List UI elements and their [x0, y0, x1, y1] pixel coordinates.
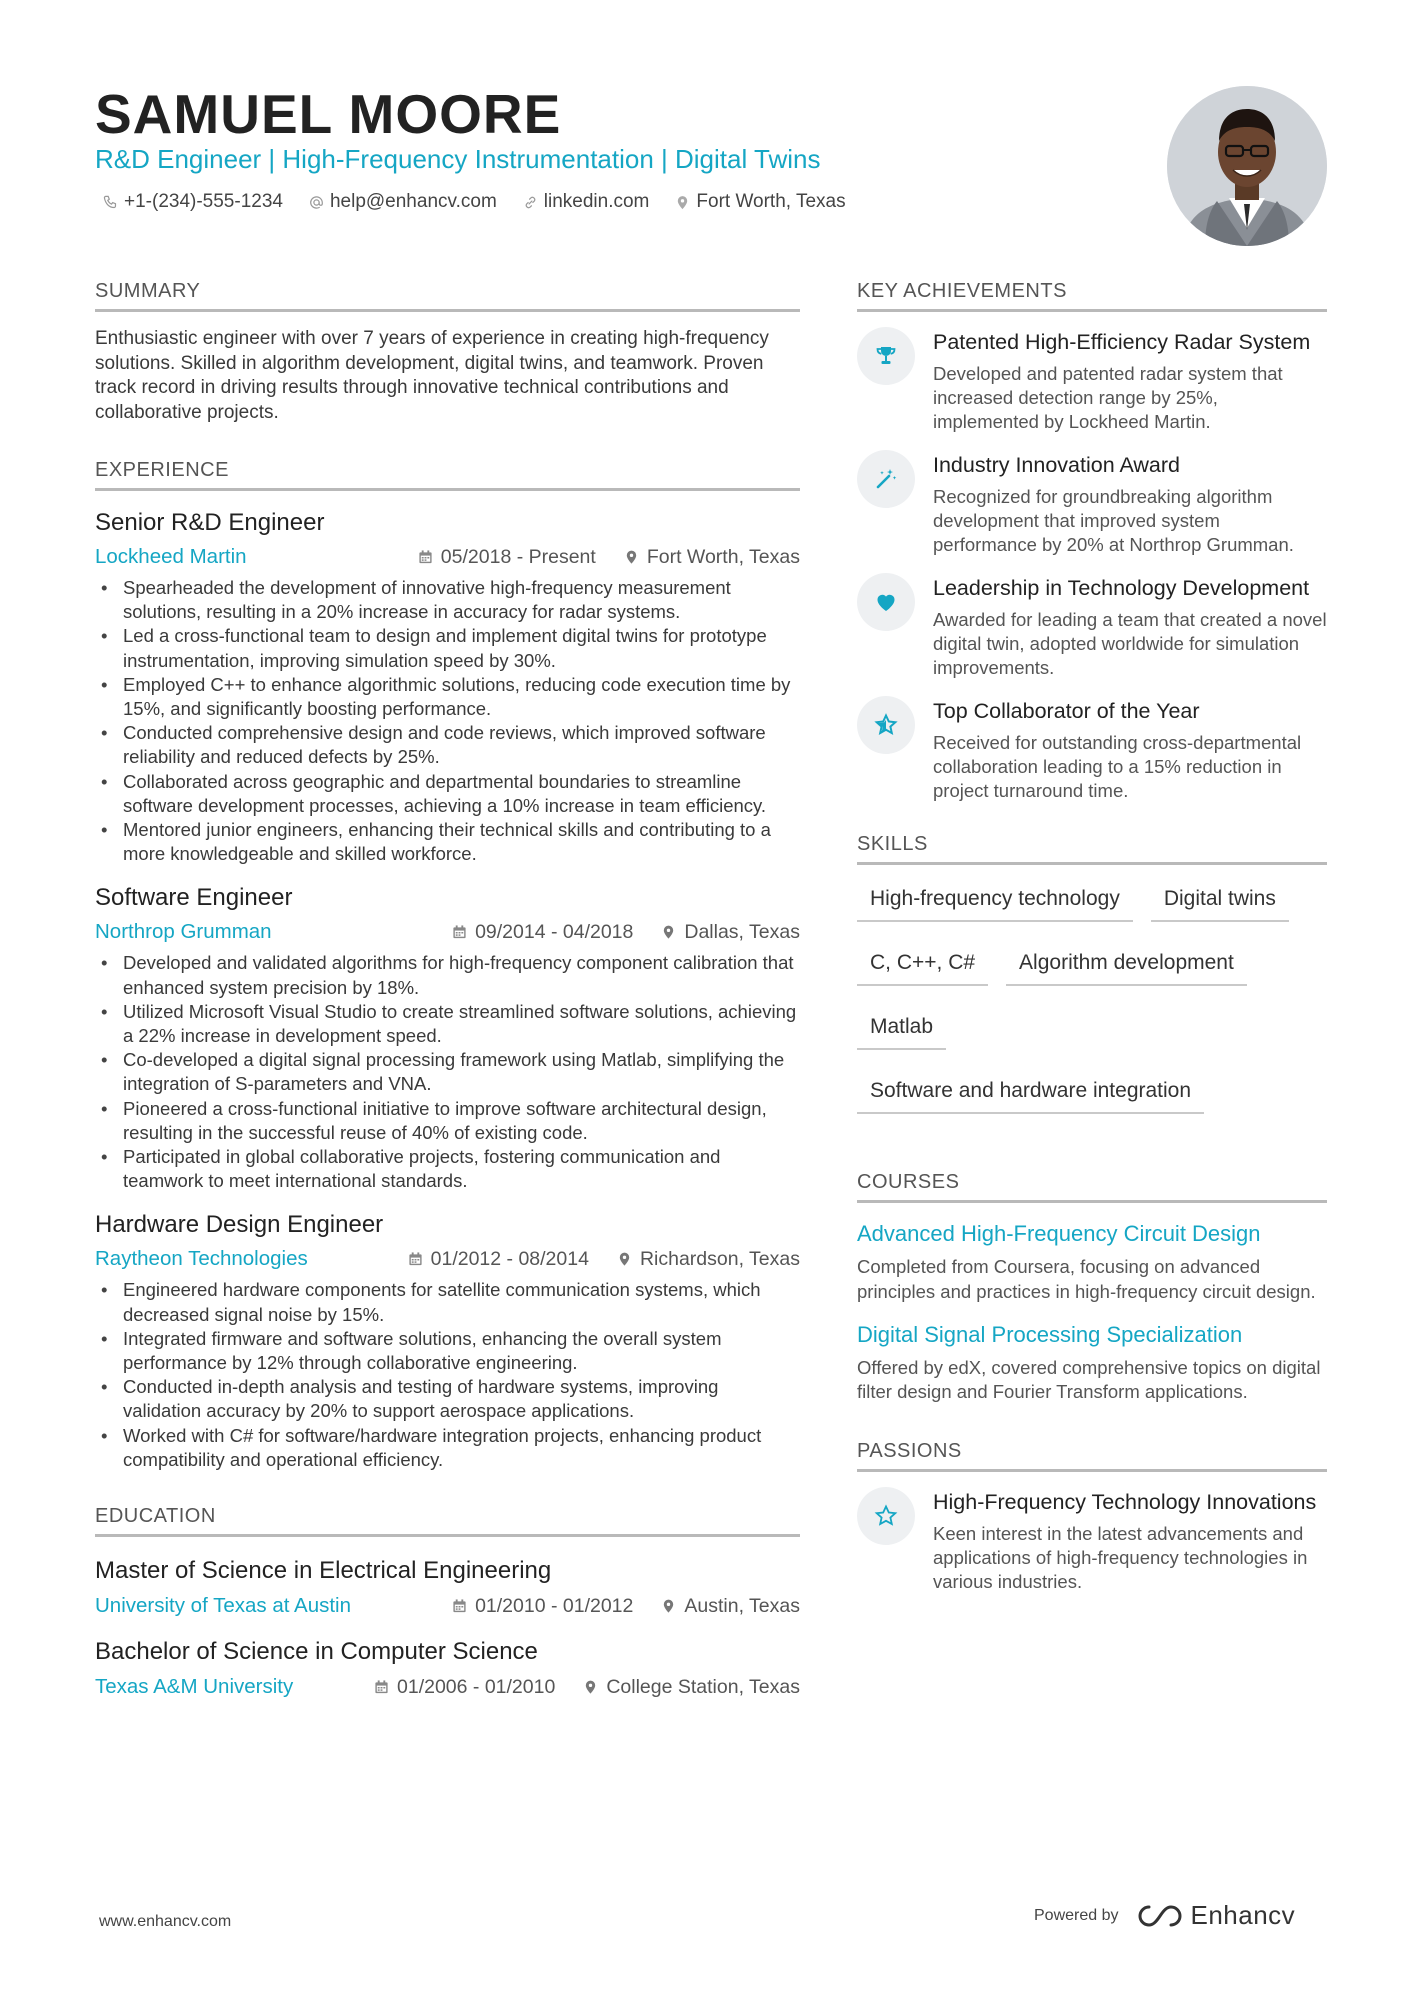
bullet-item: • Utilized Microsoft Visual Studio to create streamlined software solutions, achieving a 22% increase in development speed.	[95, 1000, 800, 1048]
calendar-icon	[374, 1679, 389, 1695]
experience-item	[95, 884, 800, 1193]
education-dates-text: 01/2010 - 01/2012	[475, 1594, 634, 1617]
achievement-desc: Received for outstanding cross-departmental collaboration leading to a 15% reduction in project turnaround time.	[933, 731, 1302, 802]
achievement-item	[857, 698, 1327, 803]
location-pin-icon	[675, 195, 690, 210]
bullet-item: • Developed and validated algorithms for high-frequency component calibration that enhanced system precision by 18%.	[95, 951, 800, 999]
portrait-illustration	[1167, 86, 1327, 246]
school-name[interactable]: University of Texas at Austin	[95, 1594, 351, 1618]
education-dates-text: 01/2006 - 01/2010	[397, 1675, 556, 1698]
bullet-item: • Conducted in-depth analysis and testing of hardware systems, improving validation accuracy by 20% to support aerospace applications.	[95, 1375, 800, 1423]
location-pin-icon	[617, 1251, 632, 1267]
experience-heading: EXPERIENCE	[95, 459, 800, 491]
education-location-text: Austin, Texas	[684, 1594, 800, 1617]
achievement-item	[857, 452, 1327, 557]
job-title: Senior R&D Engineer	[95, 509, 325, 536]
achievement-desc: Developed and patented radar system that increased detection range by 25%, implemented by Lockheed Martin.	[933, 362, 1283, 432]
brand-name: Enhancv	[1190, 1900, 1296, 1930]
right-column	[857, 280, 1327, 1612]
job-bullets	[95, 1278, 800, 1472]
bullet-item: • Led a cross-functional team to design and implement digital twins for prototype instrumentation, improving simulation speed by 30%.	[95, 624, 800, 672]
candidate-name: SAMUEL MOORE	[95, 83, 562, 145]
powered-by-label: Powered by	[1034, 1906, 1119, 1924]
calendar-icon	[452, 1598, 467, 1614]
passion-title: High-Frequency Technology Innovations	[933, 1490, 1317, 1515]
job-dates	[408, 1248, 589, 1271]
course-title[interactable]: Advanced High-Frequency Circuit Design	[857, 1221, 1261, 1247]
location-pin-icon	[583, 1679, 598, 1695]
education-dates	[452, 1595, 633, 1618]
company-name[interactable]: Northrop Grumman	[95, 920, 272, 944]
job-dates	[452, 921, 633, 944]
enhancv-logo-icon	[1137, 1903, 1183, 1929]
location-pin-icon	[661, 924, 676, 940]
magic-wand-icon	[857, 450, 915, 508]
email-text: help@enhancv.com	[329, 191, 497, 212]
job-dates	[418, 546, 596, 569]
star-icon	[857, 696, 915, 754]
footer-branding	[1034, 1900, 1295, 1931]
bullet-item: • Participated in global collaborative projects, fostering communication and teamwork to meet international standards.	[95, 1145, 800, 1193]
education-dates	[374, 1676, 555, 1699]
achievement-item	[857, 329, 1327, 434]
experience-item	[95, 509, 800, 866]
location-pin-icon	[624, 549, 639, 565]
passion-item	[857, 1489, 1327, 1594]
candidate-title: R&D Engineer | High-Frequency Instrumentation | Digital Twins	[95, 144, 821, 174]
achievements-heading: KEY ACHIEVEMENTS	[857, 280, 1327, 312]
skill-tag: Digital twins	[1151, 881, 1289, 922]
job-location	[617, 1248, 800, 1271]
contact-email[interactable]	[309, 191, 497, 213]
bullet-item: • Spearheaded the development of innovative high-frequency measurement solutions, resulting in a 20% increase in accuracy for radar systems.	[95, 576, 800, 624]
education-location	[661, 1595, 800, 1618]
achievement-desc: Recognized for groundbreaking algorithm development that improved system performance by 20% at Northrop Grumman.	[933, 485, 1294, 556]
job-title: Hardware Design Engineer	[95, 1211, 384, 1239]
passions-list	[857, 1489, 1327, 1594]
job-meta	[95, 920, 800, 944]
job-location-text: Fort Worth, Texas	[646, 545, 800, 568]
education-location-text: College Station, Texas	[606, 1675, 800, 1698]
education-meta	[95, 1594, 800, 1618]
footer-website[interactable]: www.enhancv.com	[99, 1913, 232, 1930]
achievement-title: Leadership in Technology Development	[933, 576, 1310, 601]
courses-heading: COURSES	[857, 1171, 1327, 1203]
achievement-item	[857, 575, 1327, 680]
course-item	[857, 1322, 1327, 1404]
bullet-item: • Co-developed a digital signal processing framework using Matlab, simplifying the integration of S-parameters and VNA.	[95, 1048, 800, 1096]
calendar-icon	[418, 549, 433, 565]
at-icon	[309, 195, 324, 210]
course-desc: Completed from Coursera, focusing on advanced principles and practices in high-frequency circuit design.	[857, 1256, 1316, 1302]
calendar-icon	[452, 924, 467, 940]
brand-logo[interactable]	[1137, 1900, 1296, 1931]
star-outline-icon	[857, 1487, 915, 1545]
job-location-text: Dallas, Texas	[684, 920, 800, 943]
course-item	[857, 1221, 1327, 1303]
job-dates-text: 09/2014 - 04/2018	[475, 920, 634, 943]
heart-icon	[857, 573, 915, 631]
degree-title: Master of Science in Electrical Engineering	[95, 1557, 552, 1585]
contact-bar	[103, 191, 846, 213]
skill-tag: Matlab	[857, 1009, 946, 1050]
skills-heading: SKILLS	[857, 833, 1327, 865]
location-pin-icon	[661, 1598, 676, 1614]
profile-photo	[1167, 86, 1327, 246]
trophy-icon	[857, 327, 915, 385]
achievement-title: Industry Innovation Award	[933, 453, 1181, 478]
job-title: Software Engineer	[95, 884, 293, 912]
bullet-item: • Integrated firmware and software solutions, enhancing the overall system performance by 12% through collaborative engineering.	[95, 1327, 800, 1375]
bullet-item: • Mentored junior engineers, enhancing their technical skills and contributing to a more knowledgeable and skilled workforce.	[95, 818, 800, 866]
passion-desc: Keen interest in the latest advancements and applications of high-frequency technologies in various industries.	[933, 1522, 1308, 1593]
course-title[interactable]: Digital Signal Processing Specialization	[857, 1321, 1243, 1347]
job-bullets	[95, 951, 800, 1193]
company-name[interactable]: Lockheed Martin	[95, 545, 247, 568]
education-meta	[95, 1675, 800, 1699]
course-desc: Offered by edX, covered comprehensive topics on digital filter design and Fourier Transform applications.	[857, 1356, 1321, 1403]
achievement-desc: Awarded for leading a team that created a novel digital twin, adopted worldwide for simulation improvements.	[933, 608, 1327, 679]
skill-tag: High-frequency technology	[857, 881, 1133, 922]
achievement-title: Patented High-Efficiency Radar System	[933, 330, 1311, 354]
link-icon	[523, 195, 538, 210]
job-location	[624, 546, 800, 569]
bullet-item: • Engineered hardware components for satellite communication systems, which decreased signal noise by 15%.	[95, 1278, 800, 1326]
calendar-icon	[408, 1251, 423, 1267]
school-name[interactable]: Texas A&M University	[95, 1675, 294, 1699]
contact-phone[interactable]	[103, 191, 283, 213]
location-text: Fort Worth, Texas	[696, 191, 846, 212]
skill-tag: C, C++, C#	[857, 945, 988, 986]
job-location-text: Richardson, Texas	[639, 1247, 800, 1270]
summary-heading: SUMMARY	[95, 280, 800, 312]
job-location	[661, 921, 800, 944]
skill-tag: Algorithm development	[1006, 945, 1247, 986]
achievement-title: Top Collaborator of the Year	[933, 699, 1200, 724]
bullet-item: • Pioneered a cross-functional initiative to improve software architectural design, resulting in the successful reuse of 40% of existing code.	[95, 1097, 800, 1145]
achievements-list	[857, 329, 1327, 803]
education-location	[583, 1676, 800, 1699]
education-heading: EDUCATION	[95, 1505, 800, 1537]
phone-icon	[103, 195, 118, 210]
contact-linkedin[interactable]	[523, 191, 650, 213]
bullet-item: • Employed C++ to enhance algorithmic solutions, reducing code execution time by 15%, and significantly boosting performance.	[95, 673, 800, 721]
company-name[interactable]: Raytheon Technologies	[95, 1247, 308, 1271]
education-item	[95, 1557, 800, 1618]
bullet-item: • Worked with C# for software/hardware integration projects, enhancing product compatibility and operational efficiency.	[95, 1424, 800, 1472]
degree-title: Bachelor of Science in Computer Science	[95, 1638, 538, 1666]
phone-text: +1-(234)-555-1234	[124, 191, 283, 212]
skills-list	[857, 881, 1327, 1114]
left-column	[95, 280, 800, 1699]
skill-tag: Software and hardware integration	[857, 1073, 1204, 1114]
job-bullets	[95, 576, 800, 866]
job-dates-text: 01/2012 - 08/2014	[430, 1247, 589, 1270]
bullet-item: • Collaborated across geographic and departmental boundaries to streamline software development processes, achieving a 10% increase in team efficiency.	[95, 770, 800, 818]
contact-location	[675, 191, 845, 213]
bullet-item: • Conducted comprehensive design and code reviews, which improved software reliability and reduced defects by 25%.	[95, 721, 800, 769]
linkedin-text: linkedin.com	[543, 191, 650, 212]
job-dates-text: 05/2018 - Present	[440, 545, 596, 568]
job-meta	[95, 545, 800, 569]
summary-text: Enthusiastic engineer with over 7 years of experience in creating high-frequency solutions. Skilled in algorithm development, digital twins, and teamwork. Proven track record in driving results through innovative technical contributions and collaborative projects.	[95, 328, 769, 423]
job-meta	[95, 1247, 800, 1271]
passions-heading: PASSIONS	[857, 1440, 1327, 1472]
experience-item	[95, 1211, 800, 1472]
education-item	[95, 1638, 800, 1699]
